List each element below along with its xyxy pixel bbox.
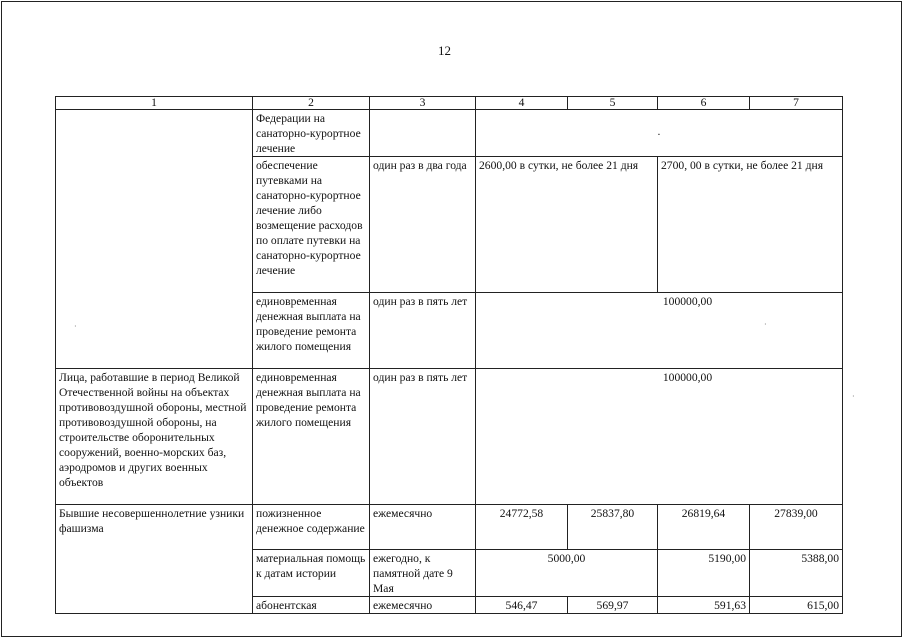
frequency-cell: ежемесячно — [370, 505, 476, 550]
frequency-cell: один раз в пять лет — [370, 369, 476, 505]
benefit-cell: обеспечение путевками на санаторно-курортное лечение либо возмещение расходов по оплате путевки на санаторно-курортное лечение — [253, 157, 370, 293]
header-row — [56, 97, 843, 110]
amount-cell-col-7: 27839,00 — [750, 505, 843, 550]
amount-cell-cols-4-5: 5000,00 — [476, 550, 658, 597]
frequency-cell: один раз в пять лет — [370, 293, 476, 369]
header-cell-4: 4 — [476, 97, 568, 110]
header-cell-3: 3 — [370, 97, 476, 110]
table-row — [56, 505, 843, 550]
amount-cell-col-5: 569,97 — [568, 597, 658, 614]
amount-cell-col-7: 5388,00 — [750, 550, 843, 597]
scan-speck: · — [74, 322, 77, 331]
benefit-cell: материальная помощь к датам истории — [253, 550, 370, 597]
amount-cell-col-6: 26819,64 — [658, 505, 750, 550]
amount-cell-cols-4-5: 2600,00 в сутки, не более 21 дня — [476, 157, 658, 293]
table-row — [56, 369, 843, 505]
header-cell-1: 1 — [56, 97, 253, 110]
frequency-cell: один раз в два года — [370, 157, 476, 293]
frequency-cell: ежемесячно — [370, 597, 476, 614]
amount-cell-col-6: 591,63 — [658, 597, 750, 614]
category-cell: Бывшие несовершеннолетние узники фашизма — [56, 505, 253, 614]
amount-cell-col-7: 615,00 — [750, 597, 843, 614]
scan-speck: · — [852, 392, 855, 401]
benefit-cell: единовременная денежная выплата на проведение ремонта жилого помещения — [253, 369, 370, 505]
frequency-cell — [370, 110, 476, 157]
scan-speck: · — [764, 320, 767, 329]
amount-cell-col-5: 25837,80 — [568, 505, 658, 550]
frequency-cell: ежегодно, к памятной дате 9 Мая — [370, 550, 476, 597]
amount-cell-col-4: 24772,58 — [476, 505, 568, 550]
amount-cell-col-6: 5190,00 — [658, 550, 750, 597]
amount-cell-cols-6-7: 2700, 00 в сутки, не более 21 дня — [658, 157, 843, 293]
benefit-cell: единовременная денежная выплата на проведение ремонта жилого помещения — [253, 293, 370, 369]
benefit-cell: Федерации на санаторно-курортное лечение — [253, 110, 370, 157]
table-row — [56, 110, 843, 157]
amount-cell-col-4: 546,47 — [476, 597, 568, 614]
page-number: 12 — [438, 43, 451, 58]
benefit-cell: пожизненное денежное содержание — [253, 505, 370, 550]
amount-cell-merged: 100000,00 — [476, 293, 843, 369]
category-cell-continued — [56, 110, 253, 369]
amount-cell-merged: . — [476, 110, 843, 157]
category-cell: Лица, работавшие в период Великой Отечественной войны на объектах противовоздушной обороны, местной противовоздушной обороны, на строительстве оборонительных сооружений, военно-морских баз, аэродромов и других военных объектов — [56, 369, 253, 505]
amount-cell-merged: 100000,00 — [476, 369, 843, 505]
header-cell-5: 5 — [568, 97, 658, 110]
header-cell-2: 2 — [253, 97, 370, 110]
benefit-cell: абонентская — [253, 597, 370, 614]
header-cell-6: 6 — [658, 97, 750, 110]
benefits-table — [55, 96, 843, 614]
header-cell-7: 7 — [750, 97, 843, 110]
